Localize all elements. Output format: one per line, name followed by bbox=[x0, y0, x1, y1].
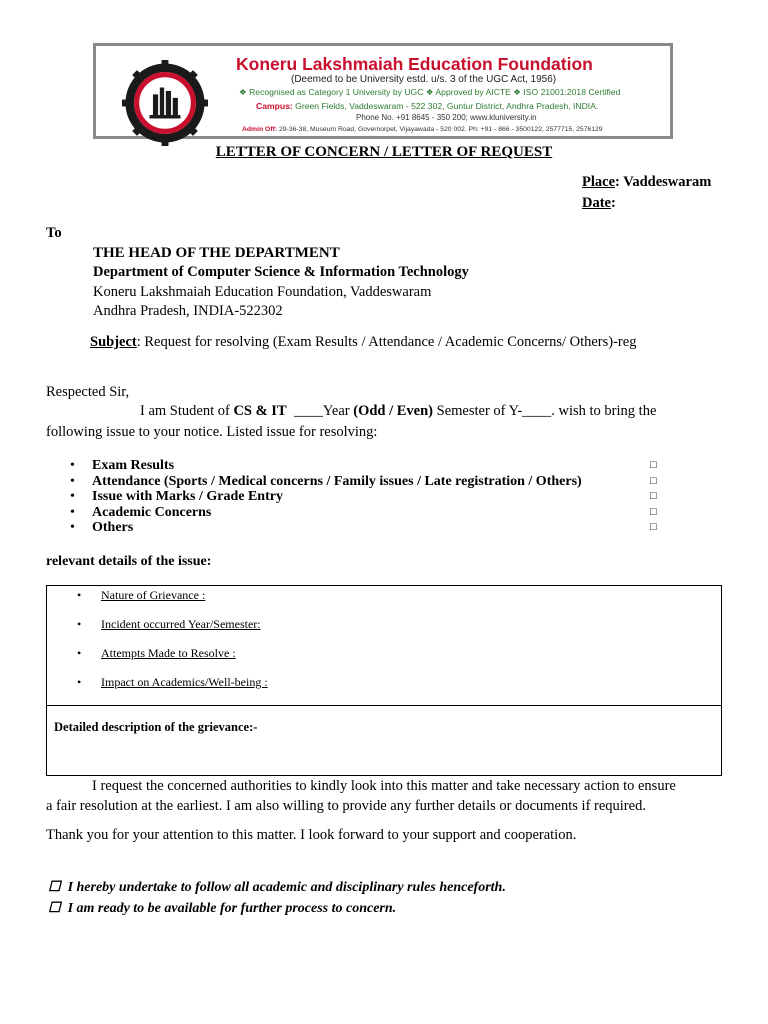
place-label: Place bbox=[582, 174, 616, 190]
checkbox-exam-results[interactable]: □ bbox=[650, 459, 657, 471]
place-line bbox=[582, 174, 711, 191]
checkbox-icon[interactable]: ☐ bbox=[48, 880, 61, 895]
declaration-text: I hereby undertake to follow all academic and disciplinary rules henceforth. bbox=[67, 880, 506, 895]
declaration-text: I am ready to be available for further process to concern. bbox=[67, 901, 397, 916]
issue-label: Issue with Marks / Grade Entry bbox=[92, 489, 283, 504]
campus-address bbox=[256, 101, 598, 111]
checkbox-marks-grade[interactable]: □ bbox=[650, 490, 657, 502]
detail-attempts[interactable] bbox=[77, 646, 236, 661]
phone-line: Phone No. +91 8645 - 350 200; www.kluniversity.in bbox=[356, 113, 537, 122]
checkbox-icon[interactable]: ☐ bbox=[48, 901, 61, 916]
thanks-line: Thank you for your attention to this matter. I look forward to your support and cooperation. bbox=[46, 827, 577, 843]
date-label: Date bbox=[582, 195, 611, 211]
bullet: • bbox=[70, 473, 75, 489]
detail-label: Incident occurred Year/Semester: bbox=[101, 617, 261, 631]
bullet: • bbox=[70, 520, 75, 535]
checkbox-attendance[interactable]: □ bbox=[650, 474, 657, 487]
to-label: To bbox=[46, 225, 62, 241]
issue-label: Exam Results bbox=[92, 458, 175, 473]
intro-program: CS & IT bbox=[233, 403, 287, 419]
place-value: : Vaddeswaram bbox=[615, 174, 712, 190]
admin-office-address bbox=[242, 126, 603, 133]
subject-text: : Request for resolving (Exam Results / Attendance / Academic Concerns/ Others)-reg bbox=[136, 334, 637, 350]
list-item bbox=[70, 458, 670, 474]
checkbox-academic-concerns[interactable]: □ bbox=[650, 505, 657, 518]
document-title: LETTER OF CONCERN / LETTER OF REQUEST bbox=[215, 144, 553, 160]
intro-year-blank: ____Year bbox=[286, 403, 354, 419]
detail-incident[interactable] bbox=[77, 617, 261, 632]
salutation: Respected Sir, bbox=[46, 384, 130, 400]
list-item bbox=[70, 489, 670, 505]
recognition-line: ❖ Recognised as Category 1 University by UGC ❖ Approved by AICTE ❖ ISO 21001:2018 Certified bbox=[239, 87, 621, 97]
letterhead bbox=[93, 43, 673, 139]
university-logo-icon bbox=[122, 60, 208, 146]
issue-label: Attendance (Sports / Medical concerns / Family issues / Late registration / Others) bbox=[92, 473, 582, 489]
subject-line bbox=[90, 334, 636, 351]
detail-label: Impact on Academics/Well-being : bbox=[101, 675, 268, 689]
request-line-1: I request the concerned authorities to kindly look into this matter and take necessary action to ensure bbox=[92, 778, 676, 794]
list-item bbox=[70, 505, 670, 521]
date-line bbox=[582, 195, 616, 212]
date-value: : bbox=[611, 195, 616, 211]
bullet: • bbox=[70, 504, 75, 520]
request-paragraph bbox=[46, 776, 726, 816]
intro-semester-type: (Odd / Even) bbox=[353, 403, 433, 419]
detail-label: Attempts Made to Resolve : bbox=[101, 646, 236, 660]
detail-nature[interactable] bbox=[77, 588, 205, 603]
campus-label: Campus: bbox=[256, 101, 293, 111]
campus-text: Green Fields, Vaddeswaram - 522 302, Guntur District, Andhra Pradesh, INDIA. bbox=[292, 101, 599, 111]
list-item bbox=[70, 520, 670, 536]
description-label[interactable]: Detailed description of the grievance:- bbox=[54, 720, 258, 734]
admin-label: Admin Off: bbox=[242, 126, 278, 133]
university-subtitle: (Deemed to be University estd. u/s. 3 of the UGC Act, 1956) bbox=[291, 74, 557, 85]
issue-label: Academic Concerns bbox=[92, 504, 212, 520]
box-divider bbox=[47, 705, 721, 706]
details-box bbox=[46, 585, 722, 776]
request-line-2: a fair resolution at the earliest. I am also willing to provide any further details or documents if required. bbox=[46, 798, 646, 814]
details-heading: relevant details of the issue: bbox=[46, 554, 212, 569]
intro-text-b: Semester of Y-____. wish to bring the bbox=[433, 403, 657, 419]
bullet: • bbox=[77, 617, 82, 631]
intro-line-1 bbox=[140, 403, 656, 420]
intro-line-2: following issue to your notice. Listed issue for resolving: bbox=[46, 424, 378, 440]
declaration-2[interactable] bbox=[48, 900, 396, 917]
addressee-state: Andhra Pradesh, INDIA-522302 bbox=[93, 303, 283, 319]
detail-impact[interactable] bbox=[77, 675, 268, 690]
university-name: Koneru Lakshmaiah Education Foundation bbox=[236, 54, 593, 74]
bullet: • bbox=[77, 588, 82, 602]
issue-list bbox=[70, 458, 670, 536]
intro-text-a: I am Student of bbox=[140, 403, 234, 419]
declaration-1[interactable] bbox=[48, 879, 506, 896]
detail-label: Nature of Grievance : bbox=[101, 588, 206, 602]
bullet: • bbox=[70, 458, 75, 473]
issue-label: Others bbox=[92, 520, 134, 535]
addressee-institution: Koneru Lakshmaiah Education Foundation, Vaddeswaram bbox=[93, 284, 432, 300]
bullet: • bbox=[77, 675, 82, 689]
subject-label: Subject bbox=[90, 334, 137, 350]
bullet: • bbox=[70, 489, 75, 504]
admin-text: 29-36-38, Museum Road, Governorpet, Vijayawada - 520 002. Ph: +91 - 866 - 3500122, 2577715, 2576129 bbox=[277, 126, 603, 133]
addressee-title: THE HEAD OF THE DEPARTMENT bbox=[93, 245, 340, 261]
list-item bbox=[70, 474, 670, 490]
bullet: • bbox=[77, 646, 82, 660]
checkbox-others[interactable]: □ bbox=[650, 521, 657, 533]
addressee-department: Department of Computer Science & Information Technology bbox=[93, 264, 469, 280]
